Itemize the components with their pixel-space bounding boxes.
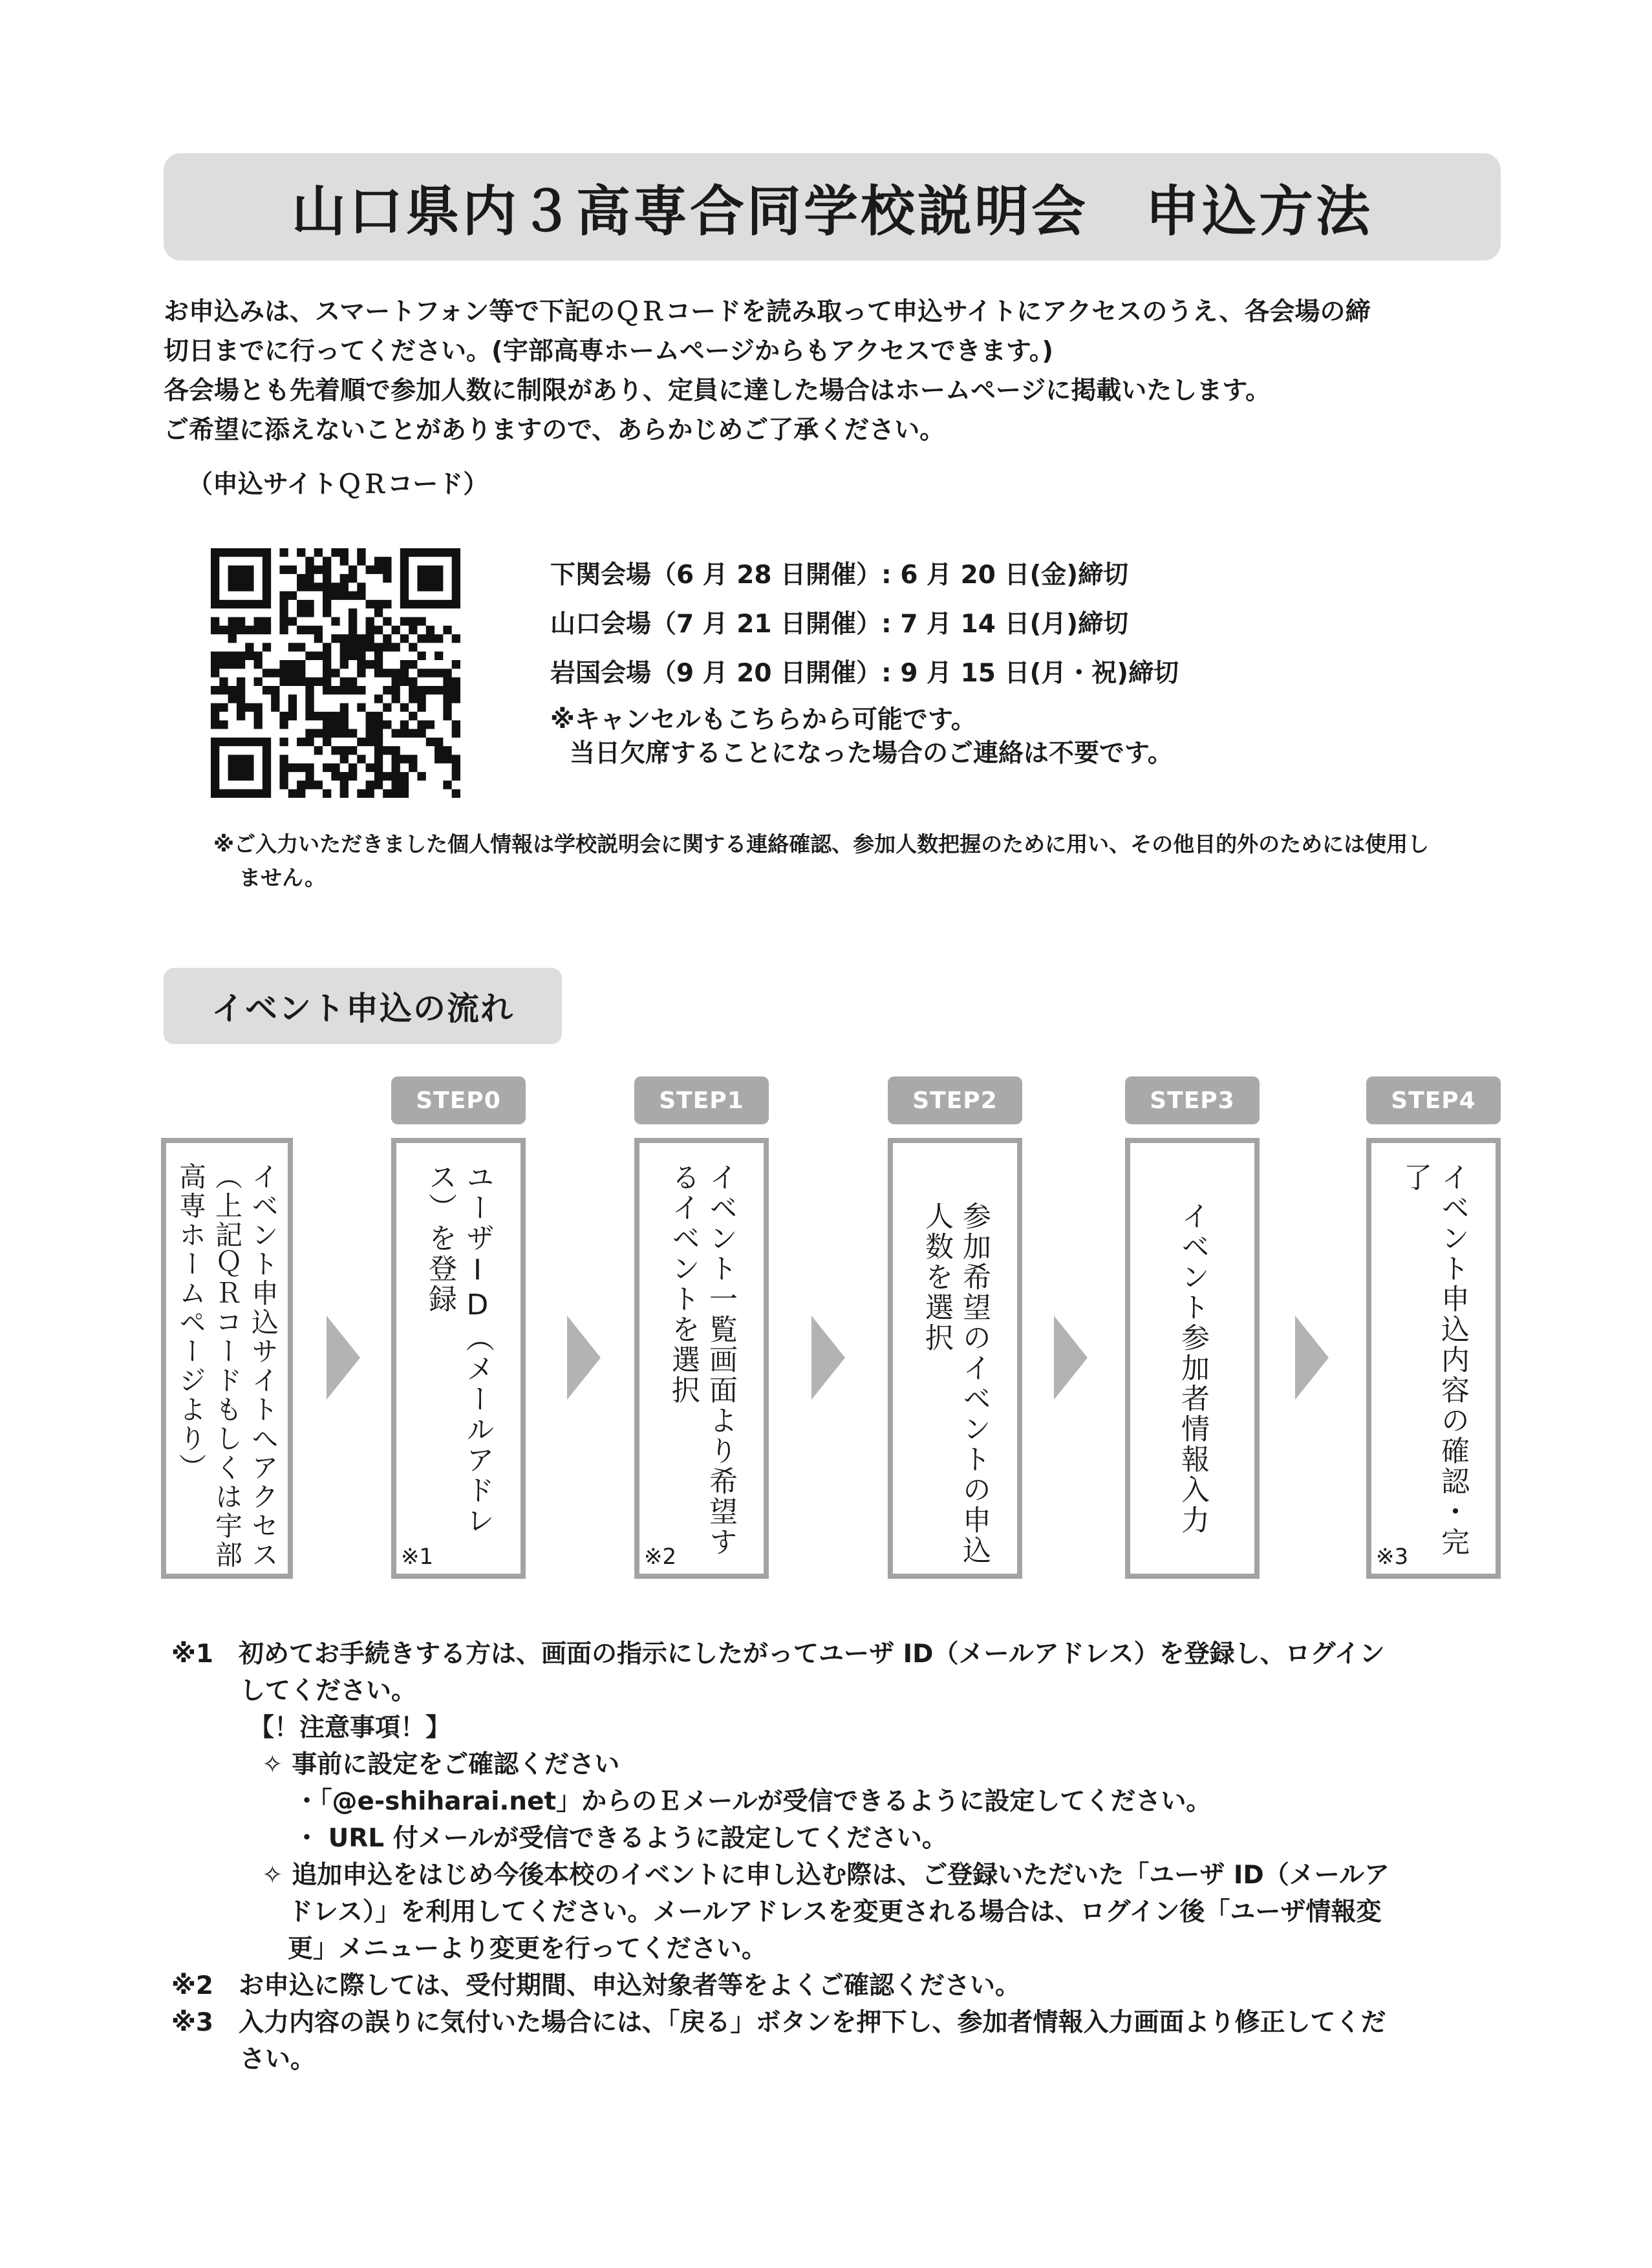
step0-note: ※1: [401, 1544, 434, 1570]
step2-text: 参加希望のイベントの申込人数を選択: [920, 1201, 991, 1566]
flow-arrow-icon: [1295, 1316, 1329, 1400]
privacy-note: [213, 828, 1507, 895]
qr-code[interactable]: [211, 548, 460, 798]
flow-arrow-icon: [327, 1316, 360, 1400]
intro-text: [164, 292, 1515, 450]
caution-heading: 【！注意事項！】: [249, 1713, 451, 1742]
caution-bullet: ✧ 事前に設定をご確認ください: [262, 1750, 620, 1779]
deadline-yamaguchi: 山口会場（7 月 21 日開催）: 7 月 14 日(月)締切: [550, 610, 1129, 639]
deadline-list: [550, 556, 1179, 771]
note1-line: ※1 初めてお手続きする方は、画面の指示にしたがってユーザ ID（メールアドレス）を登録し、ログイン: [171, 1640, 1385, 1669]
note3-line: さい。: [240, 2045, 316, 2074]
note3-line: ※3 入力内容の誤りに気付いた場合には、「戻る」ボタンを押下し、参加者情報入力画面より修正してくだ: [171, 2008, 1386, 2037]
flow-box-step2: [888, 1138, 1022, 1579]
flow-box-step0: [391, 1138, 526, 1579]
caution-bullet-cont: 更」メニューより変更を行ってください。: [288, 1934, 767, 1963]
flow-access-text: イベント申込サイトへアクセス（上記ＱＲコードもしくは宇部高専ホームページより）: [175, 1162, 279, 1570]
deadline-iwakuni: 岩国会場（9 月 20 日開催）: 9 月 15 日(月・祝)締切: [550, 659, 1179, 688]
step3-tag: STEP3: [1125, 1076, 1260, 1124]
privacy-line: ません。: [239, 865, 326, 890]
page-title: 山口県内３高専合同学校説明会 申込方法: [291, 179, 1373, 243]
step0-text: ユーザID（メールアドレス）を登録: [424, 1162, 494, 1536]
intro-line: 切日までに行ってください。(宇部高専ホームページからもアクセスできます。): [164, 337, 1054, 366]
step1-tag: STEP1: [634, 1076, 769, 1124]
caution-bullet-cont: ドレス）」を利用してください。メールアドレスを変更される場合は、ログイン後「ユーザ情報変: [288, 1898, 1382, 1927]
note2-line: ※2 お申込に際しては、受付期間、申込対象者等をよくご確認ください。: [171, 1971, 1021, 2000]
flow-arrow-icon: [567, 1316, 601, 1400]
notes-section: [171, 1636, 1516, 2078]
flow-box-step3: [1125, 1138, 1260, 1579]
caution-sub-item: ・ URL 付メールが受信できるように設定してください。: [294, 1824, 947, 1853]
deadline-shimonoseki: 下関会場（6 月 28 日開催）: 6 月 20 日(金)締切: [550, 561, 1129, 590]
caution-bullet: ✧ 追加申込をはじめ今後本校のイベントに申し込む際は、ご登録いただいた「ユーザ ID（メールア: [262, 1861, 1389, 1890]
flow-section-header: [164, 968, 562, 1044]
flow-title: イベント申込の流れ: [211, 990, 514, 1027]
qr-caption: （申込サイトＱＲコード）: [188, 470, 489, 499]
step0-tag: STEP0: [391, 1076, 526, 1124]
flow-box-step4: [1366, 1138, 1501, 1579]
step4-tag: STEP4: [1366, 1076, 1501, 1124]
step2-tag: STEP2: [888, 1076, 1022, 1124]
step4-text: イベント申込内容の確認・完了: [1399, 1162, 1469, 1557]
flow-box-access: [161, 1138, 293, 1579]
intro-line: ご希望に添えないことがありますので、あらかじめご了承ください。: [164, 416, 945, 445]
step1-text: イベント一覧画面より希望するイベントを選択: [667, 1162, 737, 1557]
absence-note: 当日欠席することになった場合のご連絡は不要です。: [570, 739, 1173, 768]
intro-line: 各会場とも先着順で参加人数に制限があり、定員に達した場合はホームページに掲載いたします。: [164, 376, 1271, 405]
cancel-note: ※キャンセルもこちらから可能です。: [550, 705, 976, 734]
caution-sub-item: ・「@e-shiharai.net」からのＥメールが受信できるように設定してください。: [294, 1787, 1212, 1816]
title-banner: [164, 153, 1501, 261]
note1-line: してください。: [240, 1676, 417, 1706]
flow-arrow-icon: [811, 1316, 845, 1400]
intro-line: お申込みは、スマートフォン等で下記のＱＲコードを読み取って申込サイトにアクセスのうえ、各会場の締: [164, 297, 1371, 326]
flow-arrow-icon: [1054, 1316, 1088, 1400]
step4-note: ※3: [1376, 1544, 1409, 1570]
privacy-line: ※ご入力いただきました個人情報は学校説明会に関する連絡確認、参加人数把握のために用い、その他目的外のためには使用し: [213, 831, 1430, 857]
flow-box-step1: [634, 1138, 769, 1579]
step3-text: イベント参加者情報入力: [1176, 1201, 1209, 1535]
step1-note: ※2: [644, 1544, 677, 1570]
